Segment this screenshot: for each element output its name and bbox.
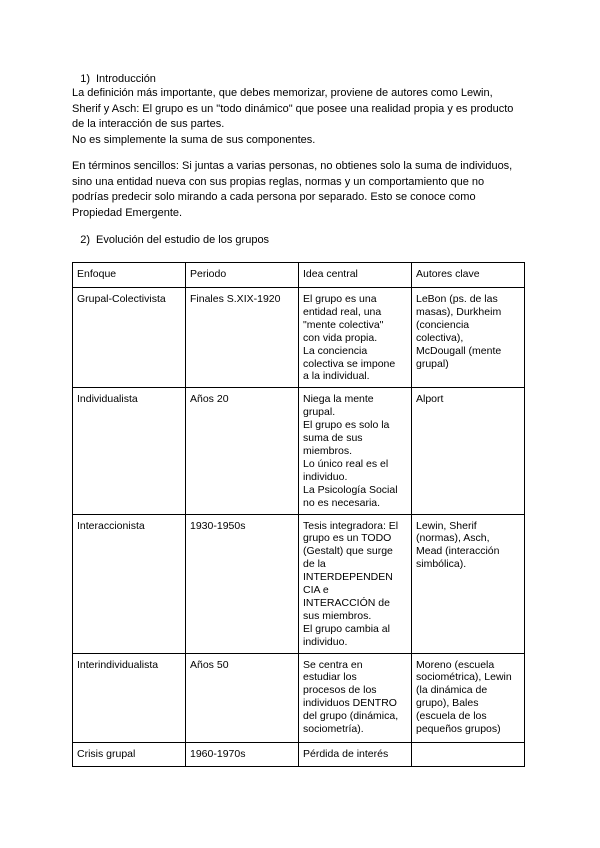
text-line: El grupo es solo la xyxy=(303,419,390,432)
header-autores-clave: Autores clave xyxy=(412,263,525,288)
text-line: individuos DENTRO xyxy=(303,697,397,710)
text-line: estudiar los xyxy=(303,671,357,684)
text-line: sus miembros. xyxy=(303,609,372,622)
text-line: a la individual. xyxy=(303,370,370,383)
cell-enfoque: Crisis grupal xyxy=(73,742,186,766)
text-line: de la xyxy=(303,558,326,571)
text-line: La definición más importante, que debes memorizar, proviene de autores como Lewin, xyxy=(72,87,493,99)
text-line: La conciencia xyxy=(303,344,368,357)
text-line: miembros. xyxy=(303,444,353,457)
text-line: Mead (interacción xyxy=(416,545,500,558)
cell-idea xyxy=(299,388,412,514)
cell-periodo: 1930-1950s xyxy=(186,514,299,653)
text-line: simbólica). xyxy=(416,558,467,571)
section-2-number: 2) xyxy=(80,234,90,246)
text-line: "mente colectiva" xyxy=(303,318,384,331)
table-row xyxy=(73,742,525,766)
text-line: grupo es un TODO xyxy=(303,532,392,545)
table-row xyxy=(73,388,525,514)
text-line: con vida propia. xyxy=(303,331,378,344)
intro-paragraph-1 xyxy=(72,86,542,148)
header-periodo: Periodo xyxy=(186,263,299,288)
text-line: En términos sencillos: Si juntas a varias personas, no obtienes solo la suma de individuos, xyxy=(72,160,513,172)
text-line: grupal. xyxy=(303,406,336,419)
cell-idea xyxy=(299,742,412,766)
cell-enfoque: Interindividualista xyxy=(73,653,186,742)
text-line: de la interacción de sus partes. xyxy=(72,118,225,131)
text-line: no es necesaria. xyxy=(303,496,381,509)
text-line: (conciencia xyxy=(416,318,470,331)
text-line: No es simplemente la suma de sus componentes. xyxy=(72,133,316,146)
text-line: suma de sus xyxy=(303,432,363,445)
text-line: del grupo (dinámica, xyxy=(303,710,399,723)
intro-paragraph-2 xyxy=(72,159,542,221)
text-line: La Psicología Social xyxy=(303,483,398,496)
text-line: masas), Durkheim xyxy=(416,305,502,318)
table-header-row xyxy=(73,263,525,288)
section-2-title: Evolución del estudio de los grupos xyxy=(96,234,270,246)
text-line: LeBon (ps. de las xyxy=(416,293,498,305)
text-line: Lo único real es el xyxy=(303,457,389,470)
cell-autores xyxy=(412,288,525,388)
text-line: grupal) xyxy=(416,357,449,370)
text-line: INTERACCIÓN de xyxy=(303,596,390,609)
text-line: colectiva se impone xyxy=(303,357,396,370)
text-line: (la dinámica de xyxy=(416,684,488,697)
text-line: Moreno (escuela xyxy=(416,658,495,671)
table-row xyxy=(73,514,525,653)
cell-idea xyxy=(299,653,412,742)
text-line: Sherif y Asch: El grupo es un "todo dinámico" que posee una realidad propia y es producto xyxy=(72,102,514,115)
text-line: Lewin, Sherif xyxy=(416,519,477,532)
text-line: El grupo cambia al xyxy=(303,622,390,635)
cell-autores xyxy=(412,388,525,514)
text-line: (Gestalt) que surge xyxy=(303,545,393,558)
table-row xyxy=(73,288,525,388)
text-line: CIA e xyxy=(303,584,329,597)
text-line: grupo), Bales xyxy=(416,697,479,710)
text-line: colectiva), xyxy=(416,331,464,344)
cell-autores xyxy=(412,742,525,766)
header-enfoque: Enfoque xyxy=(73,263,186,288)
cell-enfoque: Individualista xyxy=(73,388,186,514)
cell-periodo: Años 50 xyxy=(186,653,299,742)
text-line: individuo. xyxy=(303,470,348,483)
section-2-heading xyxy=(72,233,269,247)
text-line: procesos de los xyxy=(303,684,377,697)
cell-enfoque: Interaccionista xyxy=(73,514,186,653)
text-line: entidad real, una xyxy=(303,305,382,318)
text-line: sociométrica), Lewin xyxy=(416,671,512,684)
cell-autores xyxy=(412,653,525,742)
section-1-number: 1) xyxy=(80,73,90,85)
text-line: Propiedad Emergente. xyxy=(72,206,183,219)
text-line: Se centra en xyxy=(303,658,363,671)
cell-periodo: Finales S.XIX-1920 xyxy=(186,288,299,388)
text-line: podrías predecir solo mirando a cada persona por separado. Esto se conoce como xyxy=(72,191,476,204)
text-line: Alport xyxy=(416,393,444,406)
table-row xyxy=(73,653,525,742)
cell-enfoque: Grupal-Colectivista xyxy=(73,288,186,388)
section-1-heading xyxy=(72,72,156,86)
text-line: Tesis integradora: El xyxy=(303,519,399,532)
text-line: sino una entidad nueva con sus propias reglas, normas y un comportamiento que no xyxy=(72,175,485,188)
text-line: pequeños grupos) xyxy=(416,723,501,736)
cell-periodo: 1960-1970s xyxy=(186,742,299,766)
text-line: Niega la mente xyxy=(303,393,374,406)
section-1-title: Introducción xyxy=(96,73,156,85)
text-line: Pérdida de interés xyxy=(303,747,389,760)
cell-idea xyxy=(299,288,412,388)
text-line: El grupo es una xyxy=(303,293,377,305)
cell-periodo: Años 20 xyxy=(186,388,299,514)
groups-evolution-table xyxy=(72,262,525,767)
text-line: (escuela de los xyxy=(416,710,487,723)
header-idea-central: Idea central xyxy=(299,263,412,288)
cell-autores xyxy=(412,514,525,653)
text-line: INTERDEPENDEN xyxy=(303,571,393,584)
text-line: individuo. xyxy=(303,635,348,648)
text-line: sociometría). xyxy=(303,723,364,736)
cell-idea xyxy=(299,514,412,653)
text-line: (normas), Asch, xyxy=(416,532,490,545)
text-line: McDougall (mente xyxy=(416,344,502,357)
